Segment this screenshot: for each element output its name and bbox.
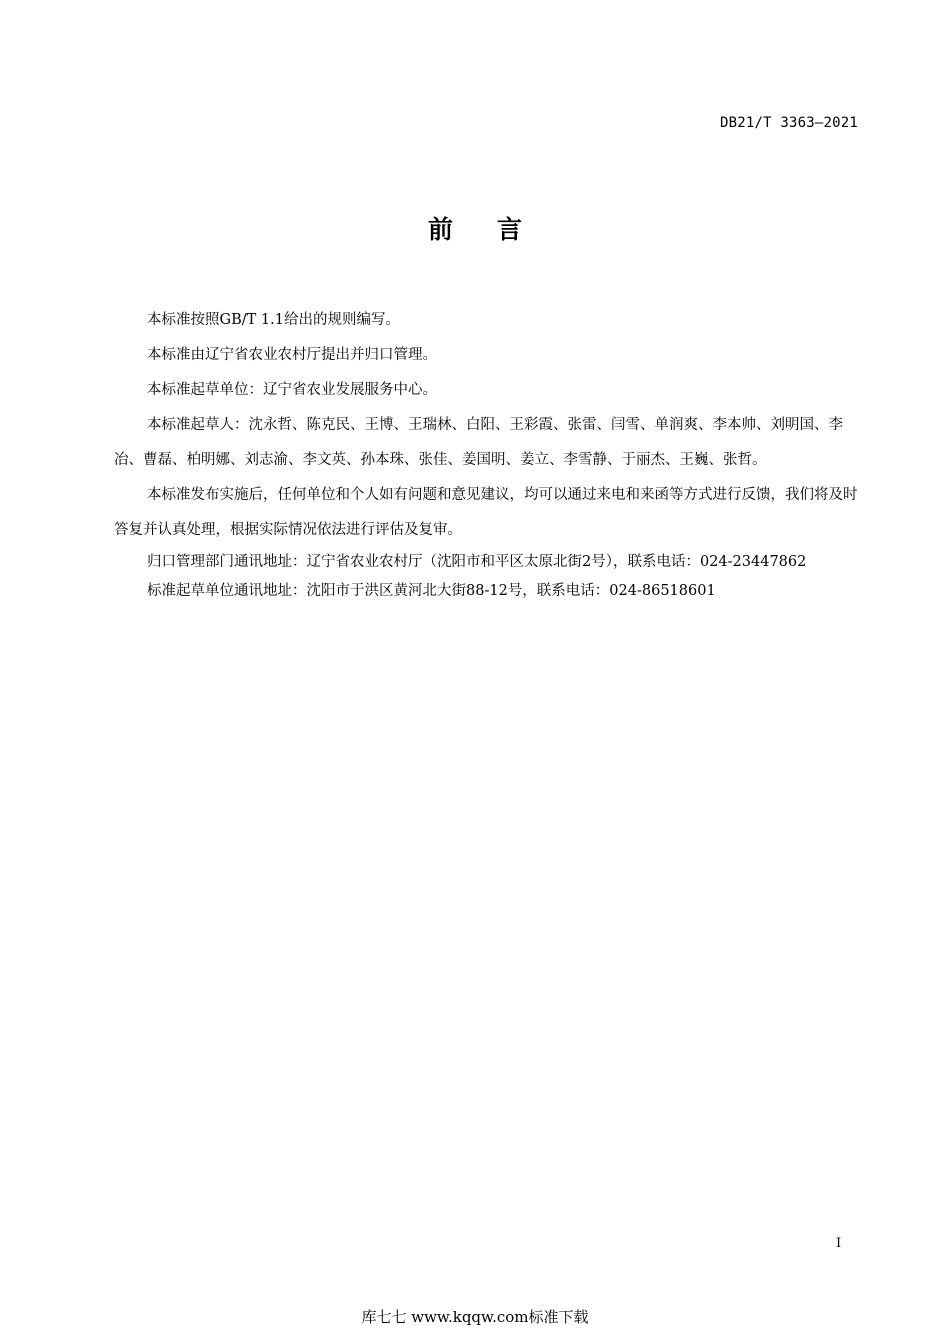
- paragraph-proposer: 本标准由辽宁省农业农村厅提出并归口管理。: [147, 347, 437, 363]
- paragraph-drafting-unit-address: 标准起草单位通讯地址：沈阳市于洪区黄河北大街88-12号，联系电话：024-86518601: [147, 583, 716, 599]
- paragraph-drafters: 本标准起草人：沈永哲、陈克民、王博、王瑞林、白阳、王彩霞、张雷、闫雪、单润爽、李本帅、刘明国、李冶、曹磊、柏明娜、刘志渝、李文英、孙本珠、张佳、姜国明、姜立、李雪静、于丽杰、王巍、张哲。: [114, 417, 843, 468]
- page-number: I: [836, 1236, 842, 1251]
- paragraph-drafting-rules: 本标准按照GB/T 1.1给出的规则编写。: [147, 312, 400, 328]
- paragraph-feedback: 本标准发布实施后，任何单位和个人如有问题和意见建议，均可以通过来电和来函等方式进行反馈，我们将及时答复并认真处理，根据实际情况依法进行评估及复审。: [114, 487, 858, 538]
- preface-body: [114, 303, 864, 606]
- paragraph-management-address: 归口管理部门通讯地址：辽宁省农业农村厅（沈阳市和平区太原北街2号），联系电话：024-23447862: [147, 554, 807, 570]
- page-title: 前言: [427, 215, 566, 244]
- footer-watermark: 库七七 www.kqqw.com标准下载: [361, 1308, 589, 1326]
- paragraph-drafting-unit: 本标准起草单位：辽宁省农业发展服务中心。: [147, 382, 437, 398]
- document-code: DB21/T 3363—2021: [719, 115, 858, 131]
